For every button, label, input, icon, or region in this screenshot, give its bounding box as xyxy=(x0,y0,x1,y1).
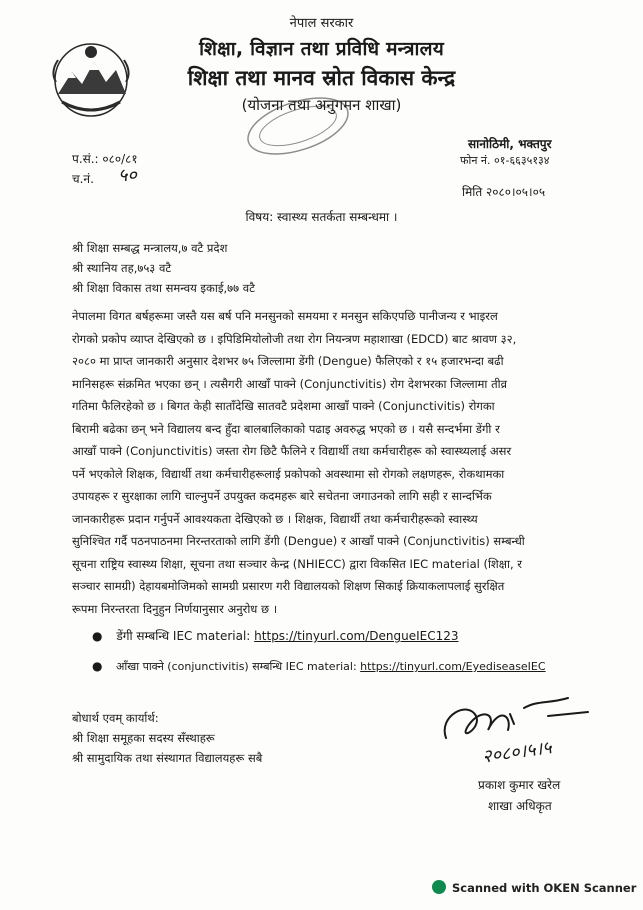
letter-date: मिति २०८०।०५।०५ xyxy=(462,185,546,199)
recipient-item: श्री स्थानिय तह,७५३ वटै xyxy=(72,261,172,275)
dengue-iec-link[interactable]: https://tinyurl.com/DengueIEC123 xyxy=(254,629,459,643)
recipient-list xyxy=(72,238,255,298)
bullet-text: डेंगी सम्बन्धि IEC material: xyxy=(116,629,255,643)
body-line: सूचना राष्ट्रिय स्वास्थ्य शिक्षा, सूचना तथा सञ्चार केन्द्र (NHIECC) द्वारा विकसित IEC material (शिक्षा, र xyxy=(72,556,522,571)
body-line: आखाँ पाक्ने (Conjunctivitis) जस्ता रोग छिटै फैलिने र विद्यार्थी तथा कर्मचारीहरू को स्वास्थ्यलाई असर xyxy=(72,444,512,458)
office-stamp xyxy=(228,96,368,156)
eye-disease-iec-link[interactable]: https://tinyurl.com/EyediseaseIEC xyxy=(360,660,546,673)
signatory-title: शाखा अधिकृत xyxy=(488,799,552,813)
cc-block xyxy=(72,708,262,768)
body-line: बिरामी बढेका छन् भने विद्यालय बन्द हुँदा बालबालिकाको पढाइ अवरुद्ध भएको छ । यसै सन्दर्भमा डेंगी र xyxy=(72,421,500,436)
body-line: रूपमा निरन्तरता दिनुहुन निर्णयानुसार अनुरोध छ । xyxy=(72,601,278,616)
bullet-dengue xyxy=(92,627,459,644)
office-address: सानोठिमी, भक्तपुर xyxy=(468,137,552,151)
body-line: मानिसहरू संक्रमित भएका छन् । त्यसैगरी आखाँ पाक्ने (Conjunctivitis) रोग देशभरका जिल्लामा तीव्र xyxy=(72,376,507,391)
letter-number: प.सं.: ०८०/८१ xyxy=(72,152,138,166)
letter-body xyxy=(72,305,580,620)
body-line: पर्ने भएकोले शिक्षक, विद्यार्थी तथा कर्मचारीहरूलाई प्रकोपको अवस्थामा सो रोगको लक्षणहरू, रोकथामका xyxy=(72,466,505,481)
body-line: सुनिश्चित गर्दै पठनपाठनमा निरन्तरताको लागि डेंगी (Dengue) र आखाँ पाक्ने (Conjunctivitis) सम्बन्धी xyxy=(72,534,525,548)
body-line: रोगको प्रकोप व्याप्त देखिएको छ । इपिडिमियोलोजी तथा रोग नियन्त्रण महाशाखा (EDCD) बाट श्रावण ३२, xyxy=(72,331,517,346)
scanner-text: Scanned with OKEN Scanner xyxy=(452,881,637,895)
body-line: नेपालमा विगत बर्षहरूमा जस्तै यस बर्ष पनि मनसुनको समयमा र मनसुन सकिएपछि पानीजन्य र भाइरल xyxy=(72,309,498,323)
body-line: जानकारीहरू प्रदान गर्नुपर्ने आवश्यकता देखिएको छ । शिक्षक, विद्यार्थी तथा कर्मचारीहरूको स्वास्थ्य xyxy=(72,511,478,526)
government-name: नेपाल सरकार xyxy=(289,16,354,31)
bullet-dot-icon: ● xyxy=(92,659,103,673)
subject-line: विषय: स्वास्थ्य सतर्कता सम्बन्धमा । xyxy=(245,210,398,224)
bullet-text: आँखा पाक्ने (conjunctivitis) सम्बन्धि IEC material: xyxy=(115,660,361,673)
dispatch-number-label: च.नं. xyxy=(72,172,94,186)
handwritten-date: २०८०।५।५ xyxy=(480,737,554,768)
scanner-watermark xyxy=(432,880,636,895)
body-line: २०८० मा प्राप्त जानकारी अनुसार देशभर ७५ जिल्लामा डेंगी (Dengue) फैलिएको र १५ हजारभन्दा बढी xyxy=(72,354,504,368)
center-name: शिक्षा तथा मानव स्रोत विकास केन्द्र xyxy=(187,66,456,90)
body-line: सञ्चार सामग्री) देहायबमोजिमको सामग्री प्रसारण गरी विद्यालयको शिक्षण सिकाई क्रियाकलापलाई सुरक्षित xyxy=(72,579,505,593)
body-line: गतिमा फैलिरहेको छ । बिगत केही साताँदेखि सातवटै प्रदेशमा आखाँ पाक्ने (Conjunctivitis) रोगका xyxy=(72,399,495,413)
recipient-item: श्री शिक्षा विकास तथा समन्वय इकाई,७७ वटै xyxy=(72,281,255,295)
cc-item: श्री शिक्षा समूहका सदस्य सँस्थाहरू xyxy=(72,731,215,745)
bullet-dot-icon: ● xyxy=(92,629,103,643)
scanner-logo-icon xyxy=(432,880,446,894)
signatory-name: प्रकाश कुमार खरेल xyxy=(478,778,561,792)
dispatch-number: ५० xyxy=(118,165,137,186)
cc-item: श्री सामुदायिक तथा संस्थागत विद्यालयहरू सबै xyxy=(72,751,263,765)
office-phone: फोन नं. ०१-६६३५१३४ xyxy=(460,154,550,167)
cc-heading: बोधार्थ एवम् कार्यार्थ: xyxy=(72,711,159,725)
section-name: (योजना तथा अनुगमन शाखा) xyxy=(241,96,402,114)
ministry-name: शिक्षा, विज्ञान तथा प्रविधि मन्त्रालय xyxy=(199,38,444,60)
body-line: उपायहरू र सुरक्षाका लागि चाल्नुपर्ने उपयुक्त कदमहरू बारे सचेतना जगाउनको लागि सही र सान्दर्भिक xyxy=(72,489,492,503)
recipient-item: श्री शिक्षा सम्बद्ध मन्त्रालय,७ वटै प्रदेश xyxy=(72,241,228,255)
bullet-eye-disease xyxy=(92,659,546,674)
